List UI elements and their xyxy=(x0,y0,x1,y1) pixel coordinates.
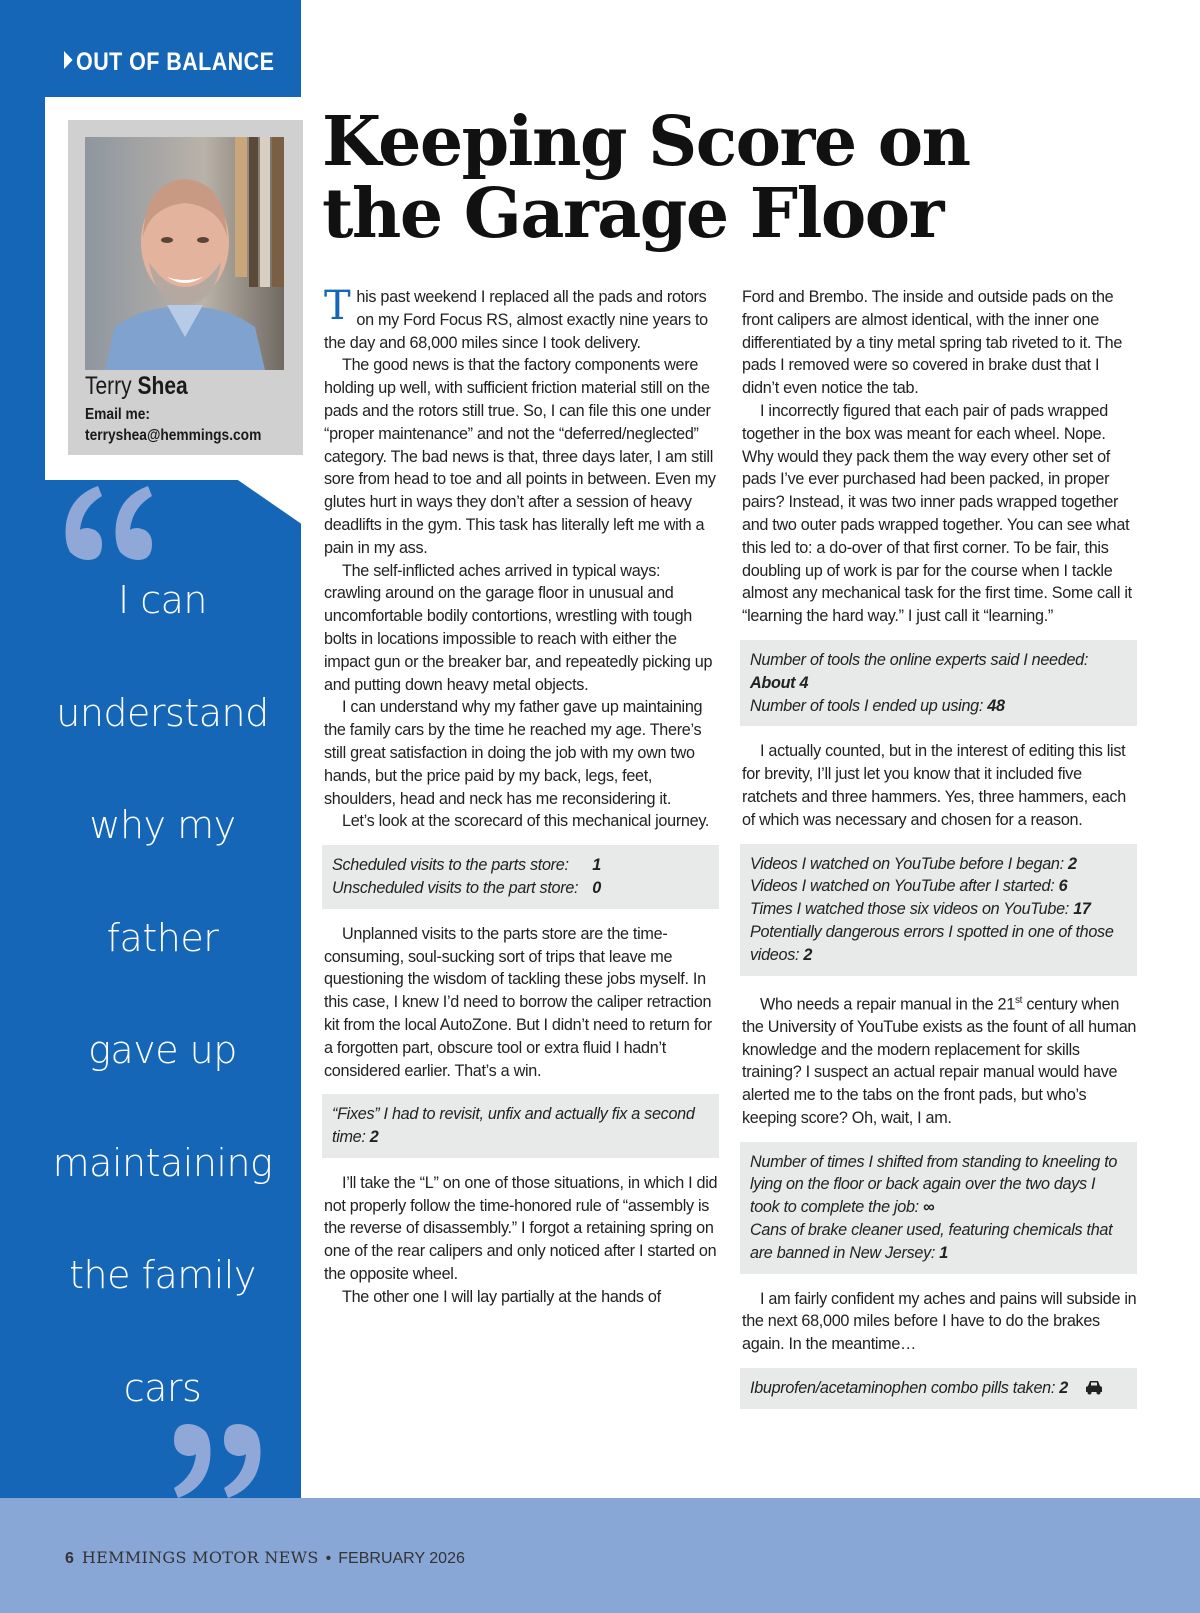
magazine-name: HEMMINGS MOTOR NEWS xyxy=(81,1548,319,1567)
scorecard-label: Scheduled visits to the parts store: xyxy=(332,856,569,875)
article-paragraph: Unplanned visits to the parts store are the time-consuming, soul-sucking sort of trips that leave me questioning the wisdom of tackling these jobs myself. In this case, I knew I’d need to borrow the caliper retraction kit from the local AutoZone. But I didn’t need to return for a forgotten part, obscure tool or extra fluid I hadn’t considered earlier. That’s a win. xyxy=(324,924,712,1080)
article-paragraph: I can understand why my father gave up maintaining the family cars by the time he reached my age. There’s still great satisfaction in doing the job with my own two hands, but the price paid by my back, legs, feet, shoulders, head and neck has me reconsidering it. xyxy=(324,698,703,808)
scorecard-value: 2 xyxy=(369,1128,379,1147)
scorecard-value: 17 xyxy=(1073,900,1091,919)
scorecard-tools xyxy=(740,640,1137,726)
article-paragraph: Let’s look at the scorecard of this mechanical journey. xyxy=(342,812,710,831)
scorecard-label: Videos I watched on YouTube after I started: xyxy=(750,877,1055,896)
superscript: st xyxy=(1014,994,1023,1006)
scorecard-row xyxy=(750,695,1127,718)
article-paragraph: The good news is that the factory components were holding up well, with sufficient friction material still on the pads and the rotors still true. So, I can file this one under “proper maintenance” and not the “deferred/neglected” category. The bad news is that, three days later, I am still sore from head to toe and all points in between. Even my glutes hurt in ways they don’t after a session of heavy deadlifts in the gym. This task has literally left me with a pain in my ass. xyxy=(324,356,716,557)
scorecard-value: About 4 xyxy=(750,673,809,692)
scorecard-value: 2 xyxy=(1068,854,1077,873)
page-number: 6 xyxy=(65,1550,74,1567)
section-label-text: OUT OF BALANCE xyxy=(76,48,275,76)
scorecard-label: Number of tools the online experts said I needed: xyxy=(750,650,1089,669)
headline xyxy=(322,102,970,254)
paragraph-text: Who needs a repair manual in the 21 xyxy=(760,994,1015,1013)
article-column-left xyxy=(324,283,719,1309)
car-icon xyxy=(1084,1379,1104,1395)
scorecard-value: 1 xyxy=(939,1243,948,1262)
scorecard-label: Videos I watched on YouTube before I began: xyxy=(750,854,1064,873)
author-first-name: Terry xyxy=(85,372,132,400)
scorecard-value: 48 xyxy=(987,696,1005,715)
headline-line-2: the Garage Floor xyxy=(322,174,943,254)
scorecard-label: Ibuprofen/acetaminophen combo pills taken: xyxy=(750,1379,1056,1398)
folio-separator: • xyxy=(325,1550,332,1567)
scorecard-value: 2 xyxy=(803,945,813,964)
article-paragraph: I am fairly confident my aches and pains will subside in the next 68,000 miles before I have to do the brakes again. In the meantime… xyxy=(742,1289,1137,1354)
pull-quote-line: cars xyxy=(123,1365,202,1410)
scorecard-label: Cans of brake cleaner used, featuring chemicals that are banned in New Jersey: xyxy=(750,1221,1113,1262)
section-label xyxy=(64,48,274,77)
scorecard-label: Potentially dangerous errors I spotted in one of those videos: xyxy=(750,922,1114,964)
speech-bubble-tail xyxy=(235,478,303,525)
article-paragraph: I’ll take the “L” on one of those situations, in which I did not properly follow the time-honored rule of “assembly is the reverse of disassembly.” I forgot a retaining spring on one of the rear calipers and only noticed after I started on the opposite wheel. xyxy=(324,1173,718,1284)
pull-quote-line: why my xyxy=(89,803,236,847)
scorecard-pills xyxy=(740,1368,1137,1409)
scorecard-positions xyxy=(740,1142,1137,1274)
scorecard-row xyxy=(750,1219,1127,1265)
scorecard-value: 0 xyxy=(592,878,601,897)
scorecard-parts-store xyxy=(322,845,719,909)
scorecard-videos xyxy=(740,844,1137,976)
scorecard-value: 2 xyxy=(1059,1379,1068,1398)
pull-quote-line: maintaining xyxy=(52,1140,273,1185)
scorecard-fixes xyxy=(322,1094,719,1158)
article-paragraph: The self-inflicted aches arrived in typical ways: crawling around on the garage floor in unusual and uncomfortable bodily contortions, wrestling with tough bolts in locations impossible to reach with either the impact gun or the breaker bar, and repeatedly picking up and putting down heavy metal objects. xyxy=(324,561,713,694)
scorecard-label: Times I watched those six videos on YouTube: xyxy=(750,900,1069,919)
scorecard-row xyxy=(750,898,1127,921)
folio xyxy=(65,1548,465,1568)
author-photo xyxy=(85,137,284,370)
drop-cap: T xyxy=(324,283,351,329)
scorecard-value: ∞ xyxy=(923,1198,935,1217)
scorecard-row xyxy=(750,649,1127,695)
scorecard-label: Unscheduled visits to the part store: xyxy=(332,878,579,897)
article-paragraph: The other one I will lay partially at the hands of xyxy=(342,1287,661,1306)
issue-date: FEBRUARY 2026 xyxy=(338,1550,465,1567)
headline-line-1: Keeping Score on xyxy=(322,102,970,182)
author-email-link[interactable]: terryshea@hemmings.com xyxy=(85,427,262,444)
pull-quote-line: gave up xyxy=(88,1028,237,1072)
scorecard-row xyxy=(750,1151,1127,1219)
scorecard-row xyxy=(750,853,1127,876)
scorecard-label: “Fixes” I had to revisit, unfix and actually fix a second time: xyxy=(332,1105,695,1147)
scorecard-row xyxy=(750,875,1127,898)
scorecard-value: 6 xyxy=(1058,877,1068,896)
close-quote-icon xyxy=(170,1420,266,1502)
author-last-name: Shea xyxy=(137,372,188,400)
pull-quote-line: the family xyxy=(69,1253,256,1297)
article-paragraph xyxy=(324,283,719,354)
pull-quote-line: I can xyxy=(117,578,208,622)
pull-quote-line: understand xyxy=(56,690,269,735)
paragraph-text: his past weekend I replaced all the pads and rotors on my Ford Focus RS, almost exactly nine years to the day and 68,000 miles since I took delivery. xyxy=(324,288,708,352)
pull-quote-line: father xyxy=(106,915,219,960)
scorecard-row xyxy=(750,921,1127,967)
email-label: Email me: xyxy=(85,406,151,423)
triangle-icon xyxy=(64,51,73,69)
author-name xyxy=(85,372,188,401)
scorecard-label: Number of times I shifted from standing to kneeling to lying on the floor or back again over the two days I took to complete the job: xyxy=(750,1152,1118,1217)
article-paragraph: I incorrectly figured that each pair of pads wrapped together in the box was meant for each wheel. Nope. Why would they pack them the way every other set of pads I’ve ever purchased had been packed, in proper pairs? Instead, it was two inner pads wrapped together and two outer pads wrapped together. You can see what this led to: a do-over of that first corner. To be fair, this doubling up of work is par for the course when I tackle almost any mechanical task for the first time. Some call it “learning the hard way.” I just call it “learning.” xyxy=(742,401,1132,626)
article-paragraph xyxy=(742,990,1137,1130)
pull-quote xyxy=(20,570,305,1470)
scorecard-label: Number of tools I ended up using: xyxy=(750,696,984,715)
paragraph-text: century when the University of YouTube exists as the fount of all human knowledge and the modern replacement for skills training? I suspect an actual repair manual would have alerted me to the tabs on the front pads, but who’s keeping score? Oh, wait, I am. xyxy=(742,994,1137,1127)
article-paragraph: Ford and Brembo. The inside and outside pads on the front calipers are almost identical, with the inner one differentiated by a tiny metal spring tab riveted to it. The pads I removed were so covered in brake dust that I didn’t even notice the tab. xyxy=(742,288,1123,398)
scorecard-value: 1 xyxy=(592,856,601,875)
open-quote-icon xyxy=(60,482,156,562)
article-column-right xyxy=(742,286,1137,1423)
article-paragraph: I actually counted, but in the interest of editing this list for brevity, I’ll just let you know that it included five ratchets and three hammers. Yes, three hammers, each of which was necessary and chosen for a reason. xyxy=(742,742,1126,829)
